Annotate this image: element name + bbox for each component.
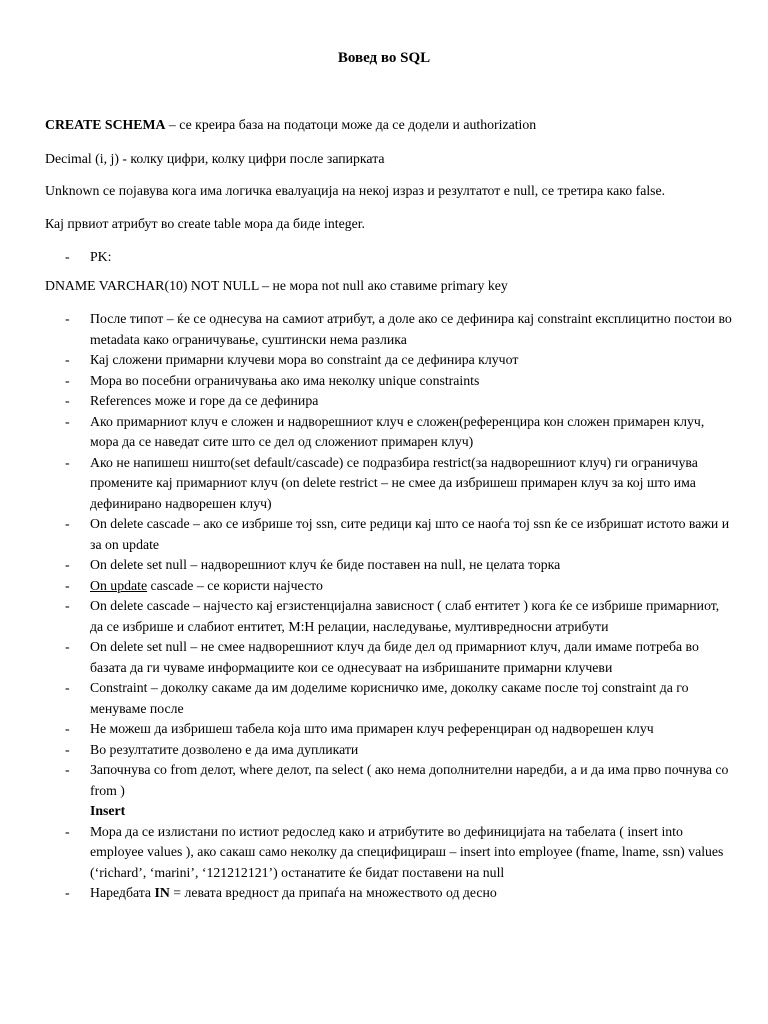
- bullet-dash: -: [65, 372, 70, 388]
- list-item: [45, 740, 735, 761]
- paragraph-unknown: Unknown се појавува кога има логичка евалуација на некој израз и резултатот е null, се третира како false.: [45, 183, 666, 198]
- bullet-dash: -: [65, 393, 70, 408]
- list-item: [45, 371, 735, 392]
- list-item: [45, 412, 735, 453]
- bullet-dash: -: [65, 721, 70, 736]
- bullet-dash: -: [65, 557, 70, 572]
- list-item: [45, 309, 735, 350]
- bullet-dash: -: [65, 741, 70, 757]
- document-body: [45, 115, 735, 904]
- list-item-text: Не можеш да избришеш табела која што има примарен клуч референциран од надворешен клуч: [90, 721, 654, 736]
- list-item-pk: [45, 247, 735, 268]
- list-item-text: Наредбата: [90, 885, 155, 900]
- list-item: [45, 576, 735, 597]
- bullet-dash: -: [65, 885, 70, 900]
- bullet-dash: -: [65, 577, 70, 593]
- paragraph-dname: DNAME VARCHAR(10) NOT NULL – не мора not null ако ставиме primary key: [45, 277, 508, 293]
- list-item-text: On delete cascade – најчесто кај егзистенцијална зависност ( слаб ентитет ) кога ќе се избрише примарниот, да се избрише и слабиот ентитет, M:Н релации, наследување, мултивредносни атрибути: [90, 598, 720, 634]
- list-item: [45, 555, 735, 576]
- list-item-text: On delete cascade – ако се избрише тој ssn, сите редици кај што се наоѓа тој ssn ќе се избришат истото важи и за on update: [90, 516, 730, 552]
- create-schema-term: CREATE SCHEMA: [45, 117, 166, 132]
- bullet-dash: -: [65, 352, 70, 367]
- list-item-text: On delete set null – не смее надворешниот клуч да биде дел од примарниот клуч, дали имаме потреба во базата да ги чуваме информациите кои се однесуваат на избришаните примарни клучеви: [90, 639, 699, 675]
- bullet-dash: -: [65, 680, 70, 695]
- bullet-dash: -: [65, 598, 70, 613]
- list-item-text: После типот – ќе се однесува на самиот атрибут, а доле ако се дефинира кај constraint експлицитно постои во metadata како ограничување, суштински нема разлика: [90, 311, 732, 347]
- list-item-text: Мора во посебни ограничувања ако има неколку unique constraints: [90, 372, 480, 388]
- bullet-dash: -: [65, 762, 70, 777]
- list-item-text: On delete set null – надворешниот клуч ќе биде поставен на null, не целата торка: [90, 557, 561, 572]
- bullet-dash: -: [65, 249, 70, 264]
- list-item: [45, 350, 735, 371]
- list-item: [45, 391, 735, 412]
- on-update-term: On update: [90, 577, 148, 593]
- insert-heading: Insert: [90, 803, 126, 818]
- list-item: [45, 822, 735, 884]
- paragraph-decimal: Decimal (i, j) - колку цифри, колку цифри после запирката: [45, 150, 385, 166]
- list-item-text: References може и горе да се дефинира: [90, 393, 319, 408]
- bullet-dash: -: [65, 311, 70, 326]
- list-item-text: Constraint – доколку сакаме да им доделиме корисничко име, доколку сакаме после тој constraint да го менуваме после: [90, 680, 689, 716]
- list-item: [45, 514, 735, 555]
- list-item-text: Кај сложени примарни клучеви мора во constraint да се дефинира клучот: [90, 352, 519, 367]
- paragraph-create-schema: [45, 115, 735, 136]
- page-title: Вовед во SQL: [337, 50, 431, 66]
- list-item-text: Ако примарниот клуч е сложен и надворешниот клуч е сложен(референцира кон сложен примарен клуч, мора да се наведат сите што се дел од сложениот примарен клуч): [90, 413, 705, 449]
- list-item: [45, 453, 735, 515]
- list-item: [45, 637, 735, 678]
- bullet-dash: -: [65, 413, 70, 429]
- list-item: [45, 719, 735, 740]
- list-item-text: Во резултатите дозволено е да има дупликати: [90, 741, 359, 757]
- list-item-text: Започнува со from делот, where делот, па select ( ако нема дополнителни наредби, а и да има прво почнува со from ): [90, 762, 729, 798]
- list-item-text: cascade – се користи најчесто: [147, 577, 323, 593]
- list-item-text: = левата вредност да припаѓа на множеството од десно: [169, 885, 497, 900]
- create-schema-text: – се креира база на податоци може да се додели и authorization: [165, 117, 537, 132]
- list-item: [45, 678, 735, 719]
- in-keyword: IN: [154, 885, 170, 900]
- list-item: [45, 883, 735, 904]
- bullet-dash: -: [65, 454, 70, 470]
- paragraph-first-attribute: Кај првиот атрибут во create table мора да биде integer.: [45, 215, 366, 231]
- list-item: [45, 760, 735, 801]
- notes-list: [45, 309, 735, 904]
- list-item-text: PK:: [90, 249, 112, 264]
- list-item-text: Ако не напишеш ништо(set default/cascade) се подразбира restrict(за надворешниот клуч) ги ограничува промените кај примарниот клуч (on delete restrict – не смее да избришеш примарен клуч за кој што има дефинирано надворешен клуч): [90, 454, 698, 511]
- list-item-text: Мора да се излистани по истиот редослед како и атрибутите во дефиницијата на табелата ( insert into employee values ), ако сакаш само неколку да специфицираш – insert into employee (fname, lname, ssn) values (‘richard’, ‘marini’, ‘121212121’) останатите ќе бидат поставени на null: [90, 823, 724, 880]
- bullet-dash: -: [65, 823, 70, 839]
- bullet-dash: -: [65, 516, 70, 531]
- list-item: [45, 596, 735, 637]
- bullet-dash: -: [65, 639, 70, 654]
